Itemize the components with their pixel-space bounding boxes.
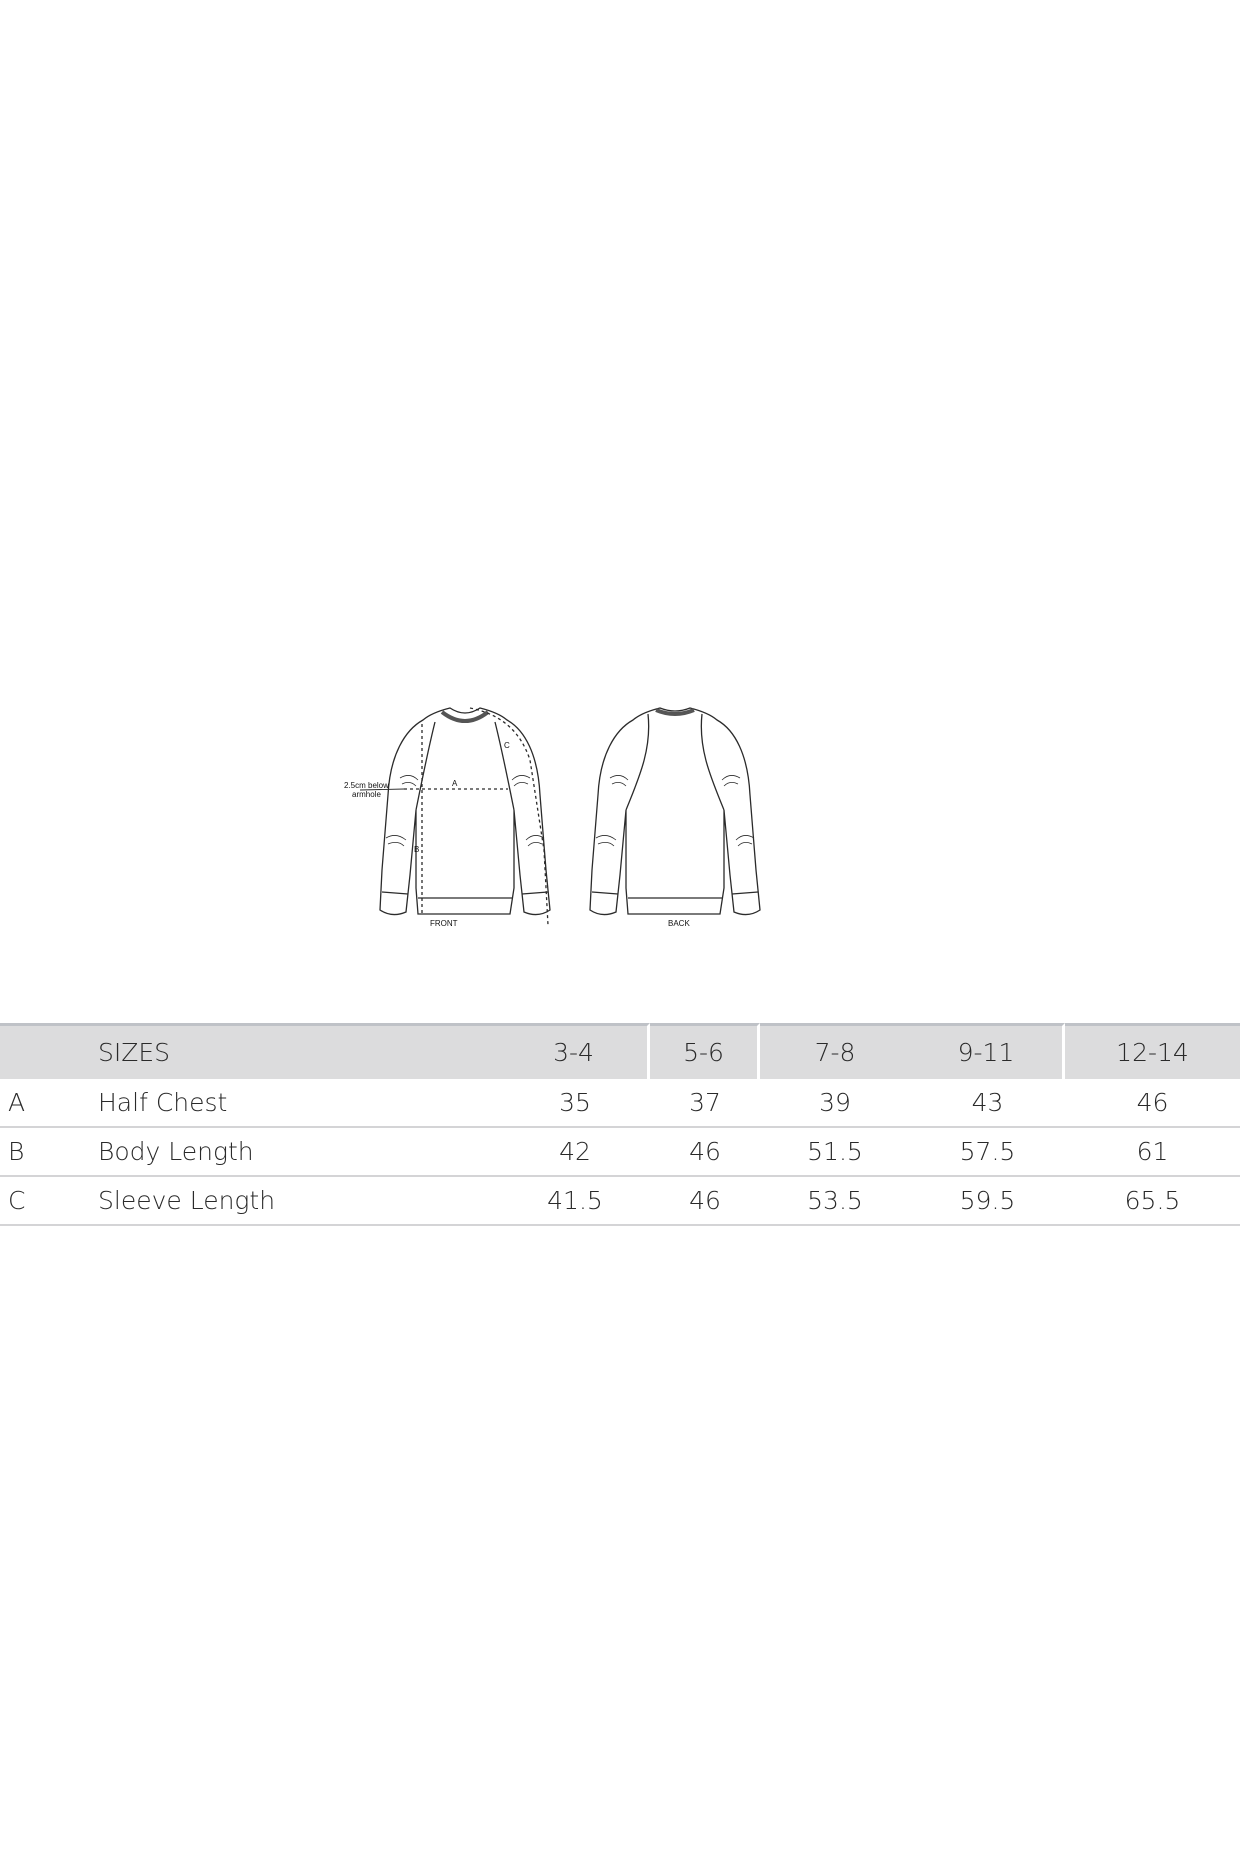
back-view — [590, 708, 760, 915]
table-row — [0, 1128, 1240, 1177]
row-value: 61 — [1065, 1128, 1240, 1177]
sizes-header: SIZES — [88, 1023, 500, 1079]
size-header-9-11: 9-11 — [910, 1023, 1065, 1079]
size-header-5-6: 5-6 — [650, 1023, 760, 1079]
back-label: BACK — [668, 919, 690, 928]
header-blank — [0, 1023, 88, 1079]
row-letter: B — [0, 1128, 88, 1177]
row-value: 51.5 — [760, 1128, 910, 1177]
front-cuff-left — [382, 892, 408, 894]
label-b: B — [414, 845, 420, 854]
row-value: 57.5 — [910, 1128, 1065, 1177]
table-row — [0, 1079, 1240, 1128]
row-value: 37 — [650, 1079, 760, 1128]
row-value: 46 — [650, 1128, 760, 1177]
front-body-outline — [380, 708, 550, 915]
row-letter: A — [0, 1079, 88, 1128]
back-crease-3 — [596, 835, 616, 846]
back-crease-1 — [610, 775, 628, 786]
size-header-12-14: 12-14 — [1065, 1023, 1240, 1079]
row-value: 42 — [500, 1128, 650, 1177]
front-cuff-right — [522, 892, 548, 894]
back-raglan-right — [701, 714, 724, 810]
front-raglan-left — [416, 722, 435, 810]
row-name: Half Chest — [88, 1079, 500, 1128]
back-cuff-right — [732, 892, 758, 894]
front-label: FRONT — [430, 919, 458, 928]
back-body-outline — [590, 708, 760, 915]
size-chart-table — [0, 1023, 1240, 1226]
row-value: 35 — [500, 1079, 650, 1128]
front-crease-3 — [386, 835, 406, 846]
front-crease-1 — [400, 775, 418, 786]
front-crease-4 — [526, 835, 544, 846]
label-c: C — [504, 741, 510, 750]
row-value: 65.5 — [1065, 1177, 1240, 1226]
note-text-1: 2.5cm below — [344, 781, 389, 790]
row-value: 46 — [650, 1177, 760, 1226]
row-value: 46 — [1065, 1079, 1240, 1128]
row-value: 59.5 — [910, 1177, 1065, 1226]
row-name: Body Length — [88, 1128, 500, 1177]
back-crease-2 — [722, 775, 740, 786]
label-a: A — [452, 779, 458, 788]
size-header-7-8: 7-8 — [760, 1023, 910, 1079]
garment-diagram — [344, 700, 860, 940]
row-value: 41.5 — [500, 1177, 650, 1226]
row-letter: C — [0, 1177, 88, 1226]
row-value: 43 — [910, 1079, 1065, 1128]
front-crease-2 — [512, 775, 530, 786]
size-header-3-4: 3-4 — [500, 1023, 650, 1079]
front-raglan-right — [495, 722, 514, 810]
back-raglan-left — [626, 714, 649, 810]
back-crease-4 — [736, 835, 754, 846]
back-cuff-left — [592, 892, 618, 894]
front-view — [360, 708, 550, 925]
row-value: 53.5 — [760, 1177, 910, 1226]
table-row — [0, 1177, 1240, 1226]
sweatshirt-flats — [344, 700, 860, 940]
row-name: Sleeve Length — [88, 1177, 500, 1226]
note-text-2: armhole — [352, 790, 381, 799]
row-value: 39 — [760, 1079, 910, 1128]
size-header-row — [0, 1023, 1240, 1079]
